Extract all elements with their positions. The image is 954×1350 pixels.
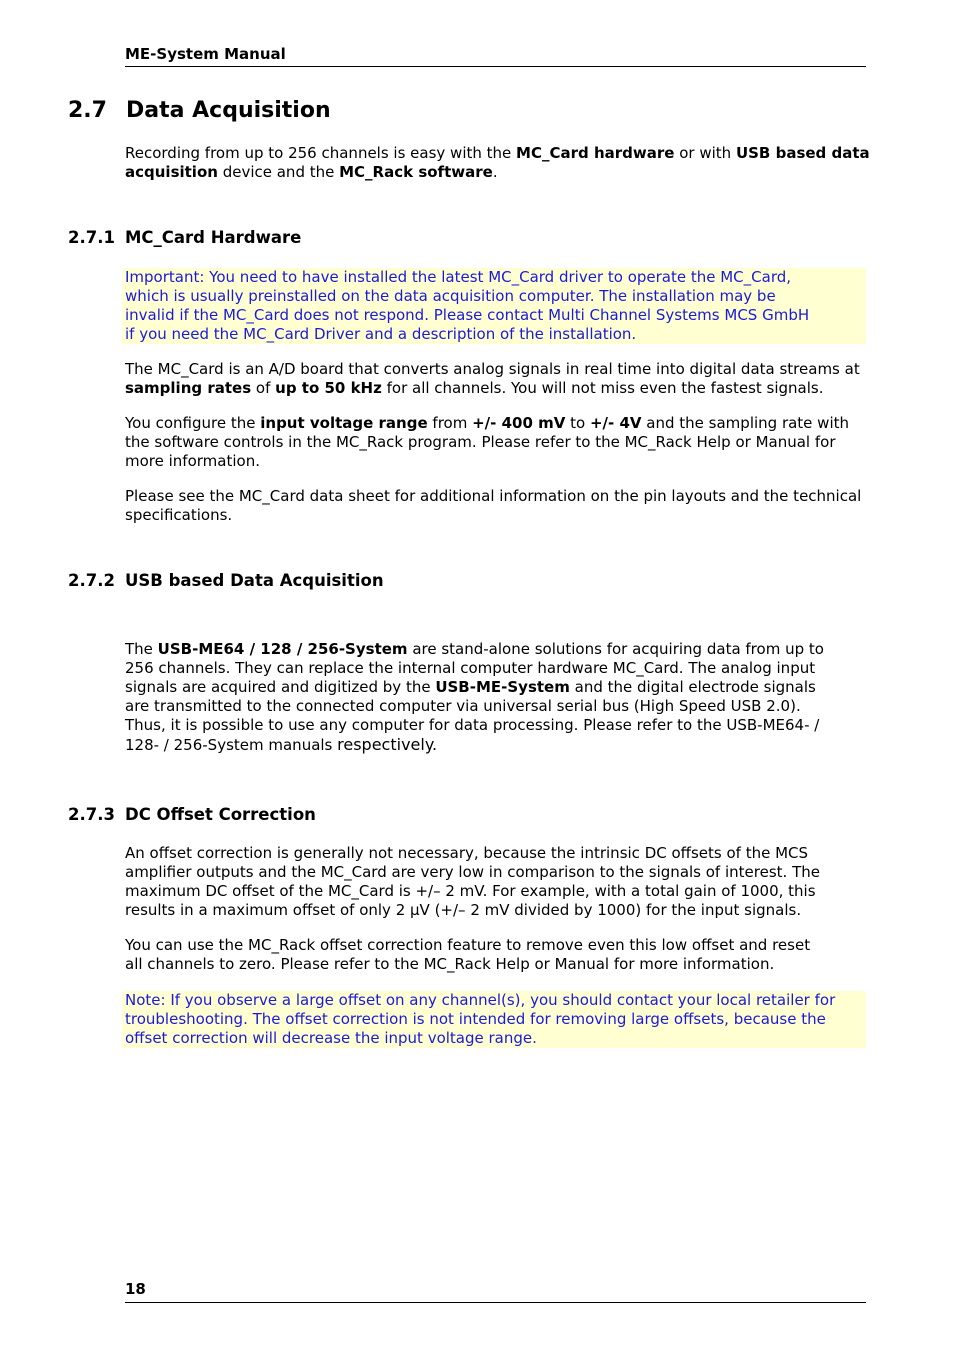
note-line: which is usually preinstalled on the data acquisition computer. The installation may be — [125, 287, 776, 305]
subsection-heading-usb — [68, 570, 384, 592]
page-header — [125, 44, 866, 67]
mc-card-paragraph-3: Please see the MC_Card data sheet for additional information on the pin layouts and the technical specifications. — [125, 487, 862, 524]
bold-text: up to 50 kHz — [275, 379, 382, 397]
text: to — [565, 414, 590, 432]
section-number: 2.7 — [68, 98, 107, 123]
subsection-number: 2.7.2 — [68, 571, 115, 590]
page-number: 18 — [125, 1280, 146, 1298]
text: of — [251, 379, 276, 397]
bold-text: USB-ME-System — [435, 678, 570, 696]
text: from — [427, 414, 473, 432]
bold-text: input voltage range — [260, 414, 428, 432]
section-heading — [68, 96, 331, 126]
text: The — [125, 640, 158, 658]
subsection-heading-mc-card — [68, 227, 301, 249]
intro-text-2: or with — [674, 144, 736, 162]
intro-bold-2: USB based data acquisition — [125, 144, 870, 181]
subsection-title: USB based Data Acquisition — [125, 571, 384, 590]
note-line: if you need the MC_Card Driver and a description of the installation. — [125, 325, 637, 343]
intro-text-1: Recording from up to 256 channels is easy with the — [125, 144, 517, 162]
text: and the sampling rate with the software controls in the MC_Rack program. Please refer to the MC_Rack Help or Manual for more information. — [125, 414, 850, 470]
bold-text: +/- 400 mV — [472, 414, 566, 432]
text: You configure the — [125, 414, 261, 432]
page-footer — [125, 1279, 866, 1303]
text: The MC_Card is an A/D board that converts analog signals in real time into digital data streams at — [125, 360, 860, 378]
note-line: Note: If you observe a large offset on any channel(s), you should contact your local retailer for — [125, 991, 836, 1009]
bold-text: USB-ME64 / 128 / 256-System — [157, 640, 408, 658]
intro-bold-3: MC_Rack software — [339, 163, 493, 181]
note-line: invalid if the MC_Card does not respond. Please contact Multi Channel Systems MCS GmbH — [125, 306, 810, 324]
intro-text-3: device and the — [217, 163, 340, 181]
text: for all channels. You will not miss even the fastest signals. — [381, 379, 824, 397]
subsection-title: DC Offset Correction — [125, 805, 316, 824]
subsection-heading-dc-offset — [68, 804, 316, 826]
bold-text: +/- 4V — [589, 414, 642, 432]
subsection-title: MC_Card Hardware — [125, 228, 302, 247]
text: are stand-alone solutions for acquiring data from up to 256 channels. They can replace the internal computer hardware MC_Card. The analog input signals are acquired and digitized by the — [125, 640, 824, 696]
text: respectively. — [337, 735, 438, 754]
bold-text: sampling rates — [125, 379, 252, 397]
important-note-box — [122, 268, 866, 344]
offset-note-box — [122, 991, 866, 1048]
manual-title: ME-System Manual — [125, 45, 286, 63]
intro-bold-1: MC_Card hardware — [516, 144, 675, 162]
mc-card-paragraph-2 — [125, 414, 870, 471]
note-line: Important: You need to have installed the latest MC_Card driver to operate the MC_Card, — [125, 268, 792, 286]
text: and the digital electrode signals are transmitted to the connected computer via universal serial bus (High Speed USB 2.0). Thus, it is possible to use any computer for data processing. Please refer to the USB-ME64- / 128- / 256-System manuals — [125, 678, 820, 754]
intro-text-4: . — [492, 163, 498, 181]
subsection-number: 2.7.1 — [68, 228, 115, 247]
subsection-number: 2.7.3 — [68, 805, 115, 824]
intro-paragraph — [125, 144, 870, 182]
mc-card-paragraph-1 — [125, 360, 870, 398]
usb-paragraph — [125, 640, 825, 755]
dc-offset-paragraph-1: An offset correction is generally not necessary, because the intrinsic DC offsets of the MCS amplifier outputs and the MC_Card are very low in comparison to the signals of interest. The maximum DC offset of the MC_Card is +/– 2 mV. For example, with a total gain of 1000, this results in a maximum offset of only 2 µV (+/– 2 mV divided by 1000) for the input signals. — [125, 844, 820, 919]
dc-offset-paragraph-2: You can use the MC_Rack offset correction feature to remove even this low offset and reset all channels to zero. Please refer to the MC_Rack Help or Manual for more information. — [125, 936, 811, 973]
note-line: offset correction will decrease the input voltage range. — [125, 1029, 537, 1047]
section-title: Data Acquisition — [126, 98, 331, 123]
note-line: troubleshooting. The offset correction is not intended for removing large offsets, because the — [125, 1010, 826, 1028]
